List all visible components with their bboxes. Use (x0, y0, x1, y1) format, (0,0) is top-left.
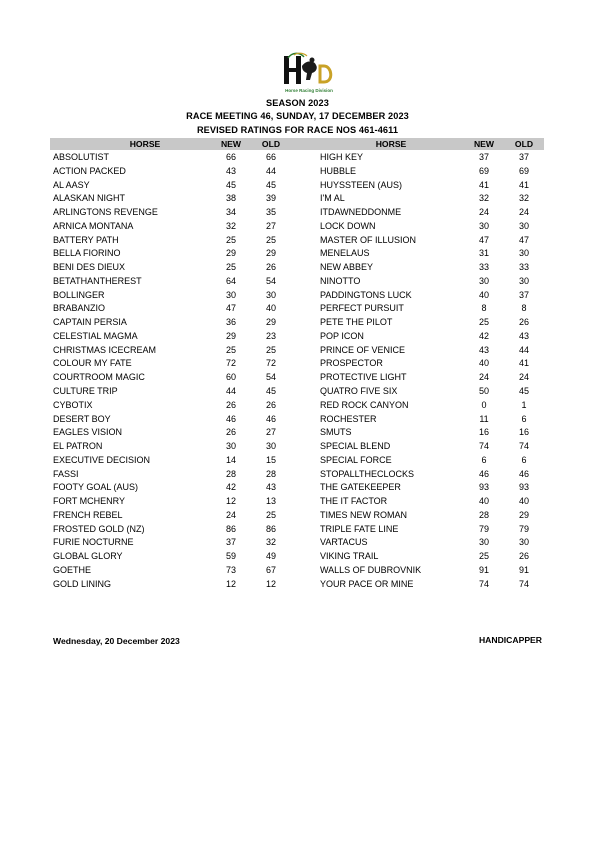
new-rating: 30 (225, 441, 236, 452)
old-rating: 15 (265, 454, 276, 465)
table-row (50, 481, 544, 495)
horse-name: CHRISTMAS ICECREAM (53, 344, 157, 355)
old-rating: 6 (521, 413, 527, 424)
horse-name: LOCK DOWN (320, 220, 376, 231)
horse-name: FROSTED GOLD (NZ) (53, 523, 145, 534)
old-rating: 91 (518, 564, 529, 575)
new-rating: 25 (478, 551, 489, 562)
new-rating: 79 (478, 523, 489, 534)
horse-name: SPECIAL BLEND (320, 441, 391, 452)
horse-name: PETE THE PILOT (320, 317, 393, 328)
old-rating: 6 (521, 454, 527, 465)
new-rating: 42 (225, 482, 236, 493)
old-rating: 30 (518, 248, 529, 259)
old-rating: 49 (265, 551, 276, 562)
old-rating: 30 (518, 537, 529, 548)
table-row (50, 165, 544, 179)
new-rating: 11 (479, 413, 489, 424)
old-rating: 29 (518, 509, 529, 520)
new-rating: 33 (478, 262, 489, 273)
horse-name: FOOTY GOAL (AUS) (53, 482, 139, 493)
old-rating: 47 (518, 234, 529, 245)
col-new-left: NEW (220, 139, 242, 149)
old-rating: 27 (265, 220, 276, 231)
old-rating: 69 (518, 165, 529, 176)
new-rating: 6 (481, 454, 487, 465)
table-row (50, 220, 544, 234)
horse-name: SPECIAL FORCE (320, 454, 392, 465)
new-rating: 29 (225, 330, 236, 341)
old-rating: 29 (265, 248, 276, 259)
old-rating: 32 (265, 537, 276, 548)
new-rating: 43 (478, 344, 489, 355)
new-rating: 14 (225, 454, 236, 465)
horse-name: BELLA FIORINO (53, 248, 121, 259)
horse-name: PRINCE OF VENICE (320, 344, 406, 355)
new-rating: 40 (478, 358, 489, 369)
new-rating: 34 (225, 207, 236, 218)
revised-title: REVISED RATINGS FOR RACE NOS 461-4611 (196, 125, 399, 135)
new-rating: 28 (225, 468, 236, 479)
table-row (50, 179, 544, 193)
old-rating: 67 (265, 564, 276, 575)
horse-name: STOPALLTHECLOCKS (320, 468, 415, 479)
horse-name: EL PATRON (53, 441, 103, 452)
col-horse-right: HORSE (375, 139, 407, 149)
old-rating: 26 (518, 551, 529, 562)
old-rating: 33 (518, 262, 529, 273)
new-rating: 64 (225, 275, 236, 286)
horse-name: EAGLES VISION (53, 427, 123, 438)
horse-name: GOLD LINING (53, 578, 112, 589)
horse-name: POP ICON (320, 330, 364, 341)
old-rating: 40 (518, 496, 529, 507)
horse-name: THE GATEKEEPER (320, 482, 401, 493)
new-rating: 25 (225, 234, 236, 245)
old-rating: 25 (265, 509, 276, 520)
new-rating: 74 (478, 441, 489, 452)
old-rating: 45 (265, 179, 276, 190)
old-rating: 30 (265, 289, 276, 300)
new-rating: 40 (478, 289, 489, 300)
horse-name: SMUTS (320, 427, 352, 438)
old-rating: 74 (518, 578, 529, 589)
new-rating: 37 (478, 152, 489, 162)
horse-name: COURTROOM MAGIC (53, 372, 145, 383)
new-rating: 50 (478, 386, 489, 397)
horse-name: ROCHESTER (320, 413, 377, 424)
horse-name: FORT MCHENRY (53, 496, 126, 507)
new-rating: 30 (478, 220, 489, 231)
horse-name: FRENCH REBEL (53, 509, 123, 520)
table-row (50, 578, 544, 592)
horse-name: VARTACUS (320, 537, 368, 548)
horse-name: PADDINGTONS LUCK (320, 289, 412, 300)
old-rating: 26 (265, 262, 276, 273)
new-rating: 38 (225, 193, 236, 204)
old-rating: 46 (265, 413, 276, 424)
table-row (50, 357, 544, 371)
new-rating: 12 (225, 496, 236, 507)
old-rating: 26 (518, 317, 529, 328)
new-rating: 26 (225, 399, 236, 410)
table-row (50, 192, 544, 206)
horse-name: ALASKAN NIGHT (53, 193, 126, 204)
new-rating: 42 (478, 330, 489, 341)
col-old-right: OLD (514, 139, 534, 149)
table-row (50, 468, 544, 482)
table-row (50, 206, 544, 220)
table-row (50, 536, 544, 550)
new-rating: 44 (225, 386, 236, 397)
new-rating: 29 (225, 248, 236, 259)
old-rating: 25 (265, 344, 276, 355)
old-rating: 54 (265, 275, 276, 286)
new-rating: 25 (478, 317, 489, 328)
new-rating: 16 (478, 427, 489, 438)
old-rating: 24 (518, 207, 529, 218)
horse-name: THE IT FACTOR (320, 496, 388, 507)
old-rating: 74 (518, 441, 529, 452)
new-rating: 24 (478, 372, 489, 383)
new-rating: 46 (478, 468, 489, 479)
old-rating: 72 (265, 358, 276, 369)
table-row (50, 344, 544, 358)
horse-name: I'M AL (320, 193, 345, 204)
table-row (50, 316, 544, 330)
new-rating: 25 (225, 344, 236, 355)
horse-name: DESERT BOY (53, 413, 111, 424)
new-rating: 24 (225, 509, 236, 520)
horse-name: NEW ABBEY (320, 262, 374, 273)
horse-name: CYBOTIX (53, 399, 93, 410)
old-rating: 8 (521, 303, 527, 314)
table-row (50, 509, 544, 523)
new-rating: 46 (225, 413, 236, 424)
ratings-table (50, 151, 544, 592)
horse-name: BATTERY PATH (53, 234, 119, 245)
horse-name: GLOBAL GLORY (53, 551, 123, 562)
old-rating: 45 (518, 386, 529, 397)
horse-name: BENI DES DIEUX (53, 262, 126, 273)
table-row (50, 413, 544, 427)
old-rating: 26 (265, 399, 276, 410)
col-horse-left: HORSE (129, 139, 161, 149)
horse-logo-icon (276, 52, 342, 88)
horse-name: EXECUTIVE DECISION (53, 454, 151, 465)
old-rating: 43 (265, 482, 276, 493)
horse-name: QUATRO FIVE SIX (320, 386, 398, 397)
table-row (50, 275, 544, 289)
table-row (50, 330, 544, 344)
logo-tagline: Horse Racing Division (285, 88, 333, 93)
old-rating: 39 (265, 193, 276, 204)
old-rating: 25 (265, 234, 276, 245)
horse-name: TIMES NEW ROMAN (320, 509, 407, 520)
col-old-left: OLD (261, 139, 281, 149)
new-rating: 26 (225, 427, 236, 438)
old-rating: 41 (518, 179, 529, 190)
new-rating: 73 (225, 564, 236, 575)
horse-name: HUYSSTEEN (AUS) (320, 179, 403, 190)
new-rating: 45 (225, 179, 236, 190)
old-rating: 43 (518, 330, 529, 341)
old-rating: 44 (518, 344, 529, 355)
new-rating: 47 (478, 234, 489, 245)
old-rating: 54 (265, 372, 276, 383)
old-rating: 45 (265, 386, 276, 397)
new-rating: 31 (478, 248, 489, 259)
old-rating: 1 (521, 399, 527, 410)
old-rating: 41 (518, 358, 529, 369)
horse-name: MENELAUS (320, 248, 370, 259)
meeting-title: RACE MEETING 46, SUNDAY, 17 DECEMBER 2023 (186, 111, 409, 121)
new-rating: 91 (478, 564, 489, 575)
table-row (50, 399, 544, 413)
horse-name: TRIPLE FATE LINE (320, 523, 399, 534)
new-rating: 93 (478, 482, 489, 493)
old-rating: 30 (518, 220, 529, 231)
table-row (50, 371, 544, 385)
horse-name: ACTION PACKED (53, 165, 126, 176)
old-rating: 37 (518, 152, 529, 162)
horse-name: NINOTTO (320, 275, 361, 286)
old-rating: 30 (518, 275, 529, 286)
new-rating: 24 (478, 207, 489, 218)
horse-name: CAPTAIN PERSIA (53, 317, 127, 328)
table-row (50, 454, 544, 468)
new-rating: 12 (225, 578, 236, 589)
footer-date: Wednesday, 20 December 2023 (53, 636, 180, 646)
old-rating: 12 (265, 578, 276, 589)
new-rating: 28 (478, 509, 489, 520)
old-rating: 30 (265, 441, 276, 452)
horse-name: VIKING TRAIL (320, 551, 379, 562)
table-header (50, 138, 544, 150)
new-rating: 30 (478, 275, 489, 286)
table-row (50, 302, 544, 316)
new-rating: 86 (225, 523, 236, 534)
new-rating: 47 (225, 303, 236, 314)
new-rating: 0 (481, 399, 487, 410)
table-row (50, 550, 544, 564)
horse-name: CELESTIAL MAGMA (53, 330, 138, 341)
table-row (50, 151, 544, 165)
horse-name: ARLINGTONS REVENGE (53, 207, 158, 218)
old-rating: 44 (265, 165, 276, 176)
old-rating: 35 (265, 207, 276, 218)
horse-name: YOUR PACE OR MINE (320, 578, 414, 589)
horse-name: BETATHANTHEREST (53, 275, 142, 286)
horse-name: PROSPECTOR (320, 358, 383, 369)
old-rating: 32 (518, 193, 529, 204)
new-rating: 36 (225, 317, 236, 328)
horse-name: CULTURE TRIP (53, 386, 118, 397)
new-rating: 60 (225, 372, 236, 383)
table-row (50, 247, 544, 261)
horse-name: PERFECT PURSUIT (320, 303, 404, 314)
old-rating: 40 (265, 303, 276, 314)
horse-name: FURIE NOCTURNE (53, 537, 134, 548)
col-new-right: NEW (473, 139, 495, 149)
new-rating: 74 (478, 578, 489, 589)
table-row (50, 385, 544, 399)
table-row (50, 426, 544, 440)
old-rating: 93 (518, 482, 529, 493)
horse-name: RED ROCK CANYON (320, 399, 409, 410)
new-rating: 41 (478, 179, 489, 190)
horse-name: GOETHE (53, 564, 92, 575)
horse-name: BRABANZIO (53, 303, 106, 314)
table-row (50, 564, 544, 578)
horse-name: COLOUR MY FATE (53, 358, 132, 369)
horse-name: HUBBLE (320, 165, 357, 176)
old-rating: 46 (518, 468, 529, 479)
horse-name: ITDAWNEDDONME (320, 207, 402, 218)
new-rating: 66 (225, 152, 236, 162)
horse-name: HIGH KEY (320, 152, 364, 162)
new-rating: 72 (225, 358, 236, 369)
footer-signature: HANDICAPPER (478, 635, 542, 645)
new-rating: 59 (225, 551, 236, 562)
old-rating: 37 (518, 289, 529, 300)
old-rating: 24 (518, 372, 529, 383)
old-rating: 29 (265, 317, 276, 328)
horse-name: AL AASY (53, 179, 90, 190)
new-rating: 43 (225, 165, 236, 176)
new-rating: 40 (478, 496, 489, 507)
new-rating: 32 (478, 193, 489, 204)
season-title: SEASON 2023 (266, 98, 329, 108)
new-rating: 8 (481, 303, 487, 314)
table-row (50, 261, 544, 275)
table-row (50, 234, 544, 248)
old-rating: 27 (265, 427, 276, 438)
new-rating: 25 (225, 262, 236, 273)
old-rating: 86 (265, 523, 276, 534)
new-rating: 69 (478, 165, 489, 176)
table-row (50, 495, 544, 509)
old-rating: 23 (265, 330, 276, 341)
table-row (50, 440, 544, 454)
horse-name: FASSI (53, 468, 79, 479)
new-rating: 37 (225, 537, 236, 548)
old-rating: 13 (265, 496, 276, 507)
table-row (50, 523, 544, 537)
horse-name: ABSOLUTIST (53, 152, 110, 162)
old-rating: 66 (265, 152, 276, 162)
horse-name: WALLS OF DUBROVNIK (320, 564, 422, 575)
horse-name: BOLLINGER (53, 289, 105, 300)
new-rating: 30 (478, 537, 489, 548)
new-rating: 30 (225, 289, 236, 300)
new-rating: 32 (225, 220, 236, 231)
old-rating: 28 (265, 468, 276, 479)
horse-name: MASTER OF ILLUSION (320, 234, 417, 245)
horse-name: ARNICA MONTANA (53, 220, 134, 231)
hrd-logo (276, 52, 342, 96)
old-rating: 79 (518, 523, 529, 534)
table-row (50, 289, 544, 303)
horse-name: PROTECTIVE LIGHT (320, 372, 407, 383)
old-rating: 16 (518, 427, 529, 438)
